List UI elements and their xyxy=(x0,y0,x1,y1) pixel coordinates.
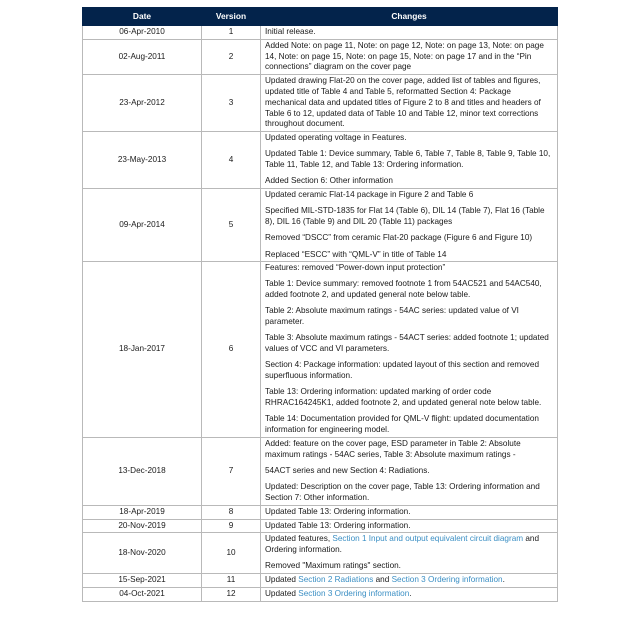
change-paragraph xyxy=(265,306,553,328)
change-paragraph xyxy=(265,575,553,586)
change-paragraph xyxy=(265,561,553,572)
change-text: and xyxy=(373,575,392,585)
revision-version: 6 xyxy=(202,262,261,438)
revision-changes xyxy=(261,189,558,262)
table-row xyxy=(83,132,558,189)
change-paragraph xyxy=(265,133,553,144)
table-row xyxy=(83,39,558,74)
revision-version: 11 xyxy=(202,574,261,588)
table-row xyxy=(83,262,558,438)
change-text: Table 3: Absolute maximum ratings - 54ACT series: added footnote 1; updated values of VCC and VI parameters. xyxy=(265,333,549,354)
revision-changes xyxy=(261,505,558,519)
revision-changes xyxy=(261,438,558,506)
change-text: Section 4: Package information: updated layout of this section and removed superfluous information. xyxy=(265,360,539,381)
table-row xyxy=(83,574,558,588)
table-row xyxy=(83,26,558,40)
change-paragraph xyxy=(265,206,553,228)
change-text: Replaced “ESCC” with “QML-V” in title of Table 14 xyxy=(265,249,447,259)
change-text: Table 2: Absolute maximum ratings - 54AC series: updated value of VI parameter. xyxy=(265,306,519,327)
revision-changes xyxy=(261,574,558,588)
revision-date: 02-Aug-2011 xyxy=(83,39,202,74)
change-text: Updated features, xyxy=(265,534,333,544)
revision-date: 13-Dec-2018 xyxy=(83,438,202,506)
header-date: Date xyxy=(83,8,202,26)
revision-date: 23-Apr-2012 xyxy=(83,75,202,132)
revision-version: 8 xyxy=(202,505,261,519)
change-text: Removed "Maximum ratings" section. xyxy=(265,561,401,571)
change-paragraph xyxy=(265,360,553,382)
header-changes: Changes xyxy=(261,8,558,26)
change-paragraph xyxy=(265,482,553,504)
change-paragraph xyxy=(265,176,553,187)
change-paragraph xyxy=(265,233,553,244)
change-text: Initial release. xyxy=(265,27,316,36)
revision-date: 18-Jan-2017 xyxy=(83,262,202,438)
table-row xyxy=(83,75,558,132)
change-paragraph xyxy=(265,589,553,600)
revision-changes xyxy=(261,26,558,40)
revision-date: 06-Apr-2010 xyxy=(83,26,202,40)
change-paragraph xyxy=(265,76,553,130)
change-paragraph xyxy=(265,149,553,171)
revision-version: 10 xyxy=(202,533,261,574)
change-text: Updated ceramic Flat-14 package in Figure 2 and Table 6 xyxy=(265,190,474,200)
change-text: Table 1: Device summary: removed footnote 1 from 54AC521 and 54AC540, added footnote 2, and updated general note below table. xyxy=(265,279,542,300)
change-text: Features: removed “Power-down input protection” xyxy=(265,263,446,273)
change-text: . xyxy=(502,575,505,585)
table-row xyxy=(83,533,558,574)
table-row xyxy=(83,189,558,262)
table-row xyxy=(83,587,558,601)
revision-changes xyxy=(261,587,558,601)
revision-changes xyxy=(261,75,558,132)
revision-version: 2 xyxy=(202,39,261,74)
revision-version: 12 xyxy=(202,587,261,601)
change-text: Added: feature on the cover page, ESD parameter in Table 2: Absolute maximum ratings - 54AC series, Table 3: Absolute maximum ratings - xyxy=(265,439,521,459)
change-text: Added Section 6: Other information xyxy=(265,176,393,186)
change-text: Added Note: on page 11, Note: on page 12, Note: on page 13, Note: on page 14, Note: on page 15, Note: on page 15, Note: on page 17 and in the “Pin connections” diagram on the cover page xyxy=(265,40,544,72)
change-text: Updated Table 13: Ordering information. xyxy=(265,506,411,516)
change-text: 54ACT series and new Section 4: Radiations. xyxy=(265,465,430,475)
change-text: Updated operating voltage in Features. xyxy=(265,133,407,143)
revision-changes xyxy=(261,533,558,574)
revision-version: 5 xyxy=(202,189,261,262)
revision-date: 18-Nov-2020 xyxy=(83,533,202,574)
change-paragraph xyxy=(265,387,553,409)
change-text: Specified MIL-STD-1835 for Flat 14 (Table 6), DIL 14 (Table 7), Flat 16 (Table 8), DIL 16 (Table 9) and DIL 20 (Table 11) packages xyxy=(265,206,545,227)
revision-changes xyxy=(261,519,558,533)
change-paragraph xyxy=(265,27,553,38)
revision-date: 09-Apr-2014 xyxy=(83,189,202,262)
revision-version: 1 xyxy=(202,26,261,40)
revision-date: 04-Oct-2021 xyxy=(83,587,202,601)
change-text: Updated xyxy=(265,588,299,598)
change-paragraph xyxy=(265,333,553,355)
change-paragraph xyxy=(265,279,553,301)
revision-changes xyxy=(261,262,558,438)
change-text: Updated Table 1: Device summary, Table 6, Table 7, Table 8, Table 9, Table 10, Table 11, Table 12, and Table 13: Ordering information. xyxy=(265,149,551,170)
revision-date: 23-May-2013 xyxy=(83,132,202,189)
section-link[interactable]: Section 2 Radiations xyxy=(298,575,374,585)
change-paragraph xyxy=(265,414,553,436)
change-text: Updated: Description on the cover page, Table 13: Ordering information and Section 7: Other information. xyxy=(265,482,540,502)
change-paragraph xyxy=(265,534,553,556)
table-body xyxy=(83,26,558,602)
header-version: Version xyxy=(202,8,261,26)
revision-version: 3 xyxy=(202,75,261,132)
change-text: Updated Table 13: Ordering information. xyxy=(265,520,411,530)
revision-version: 9 xyxy=(202,519,261,533)
revision-date: 18-Apr-2019 xyxy=(83,505,202,519)
change-text: and Ordering information. xyxy=(265,534,540,555)
revision-changes xyxy=(261,132,558,189)
revision-date: 15-Sep-2021 xyxy=(83,574,202,588)
change-paragraph xyxy=(265,263,553,274)
change-text: . xyxy=(409,588,412,598)
revision-changes xyxy=(261,39,558,74)
table-row xyxy=(83,505,558,519)
change-text: Table 13: Ordering information: updated marking of order code RHRAC164245K1, added footnote 2, and updated general note below table. xyxy=(265,387,542,408)
change-paragraph xyxy=(265,507,553,518)
section-link[interactable]: Section 1 Input and output equivalent circuit diagram xyxy=(332,534,524,544)
change-text: Updated xyxy=(265,575,299,585)
change-paragraph xyxy=(265,41,553,73)
change-paragraph xyxy=(265,466,553,477)
change-text: Table 14: Documentation provided for QML-V flight: updated documentation information for engineering model. xyxy=(265,414,539,435)
change-paragraph xyxy=(265,190,553,201)
change-text: Removed “DSCC” from ceramic Flat-20 package (Figure 6 and Figure 10) xyxy=(265,233,533,243)
section-link[interactable]: Section 3 Ordering information xyxy=(298,588,410,598)
change-paragraph xyxy=(265,439,553,461)
table-row xyxy=(83,438,558,506)
change-paragraph xyxy=(265,250,553,261)
revision-version: 7 xyxy=(202,438,261,506)
section-link[interactable]: Section 3 Ordering information xyxy=(391,575,503,585)
revision-date: 20-Nov-2019 xyxy=(83,519,202,533)
revision-history-table xyxy=(82,7,558,602)
change-paragraph xyxy=(265,521,553,532)
change-text: Updated drawing Flat-20 on the cover page, added list of tables and figures, updated title of Table 4 and Table 5, reformatted Section 4: Package mechanical data and updated titles of Figure 2 to 8 and titles and headers of Table 6 to 12, updated data of Table 10 and Table 12, minor text corrections throughout document. xyxy=(265,76,541,129)
revision-version: 4 xyxy=(202,132,261,189)
table-row xyxy=(83,519,558,533)
table-header-row xyxy=(83,8,558,26)
